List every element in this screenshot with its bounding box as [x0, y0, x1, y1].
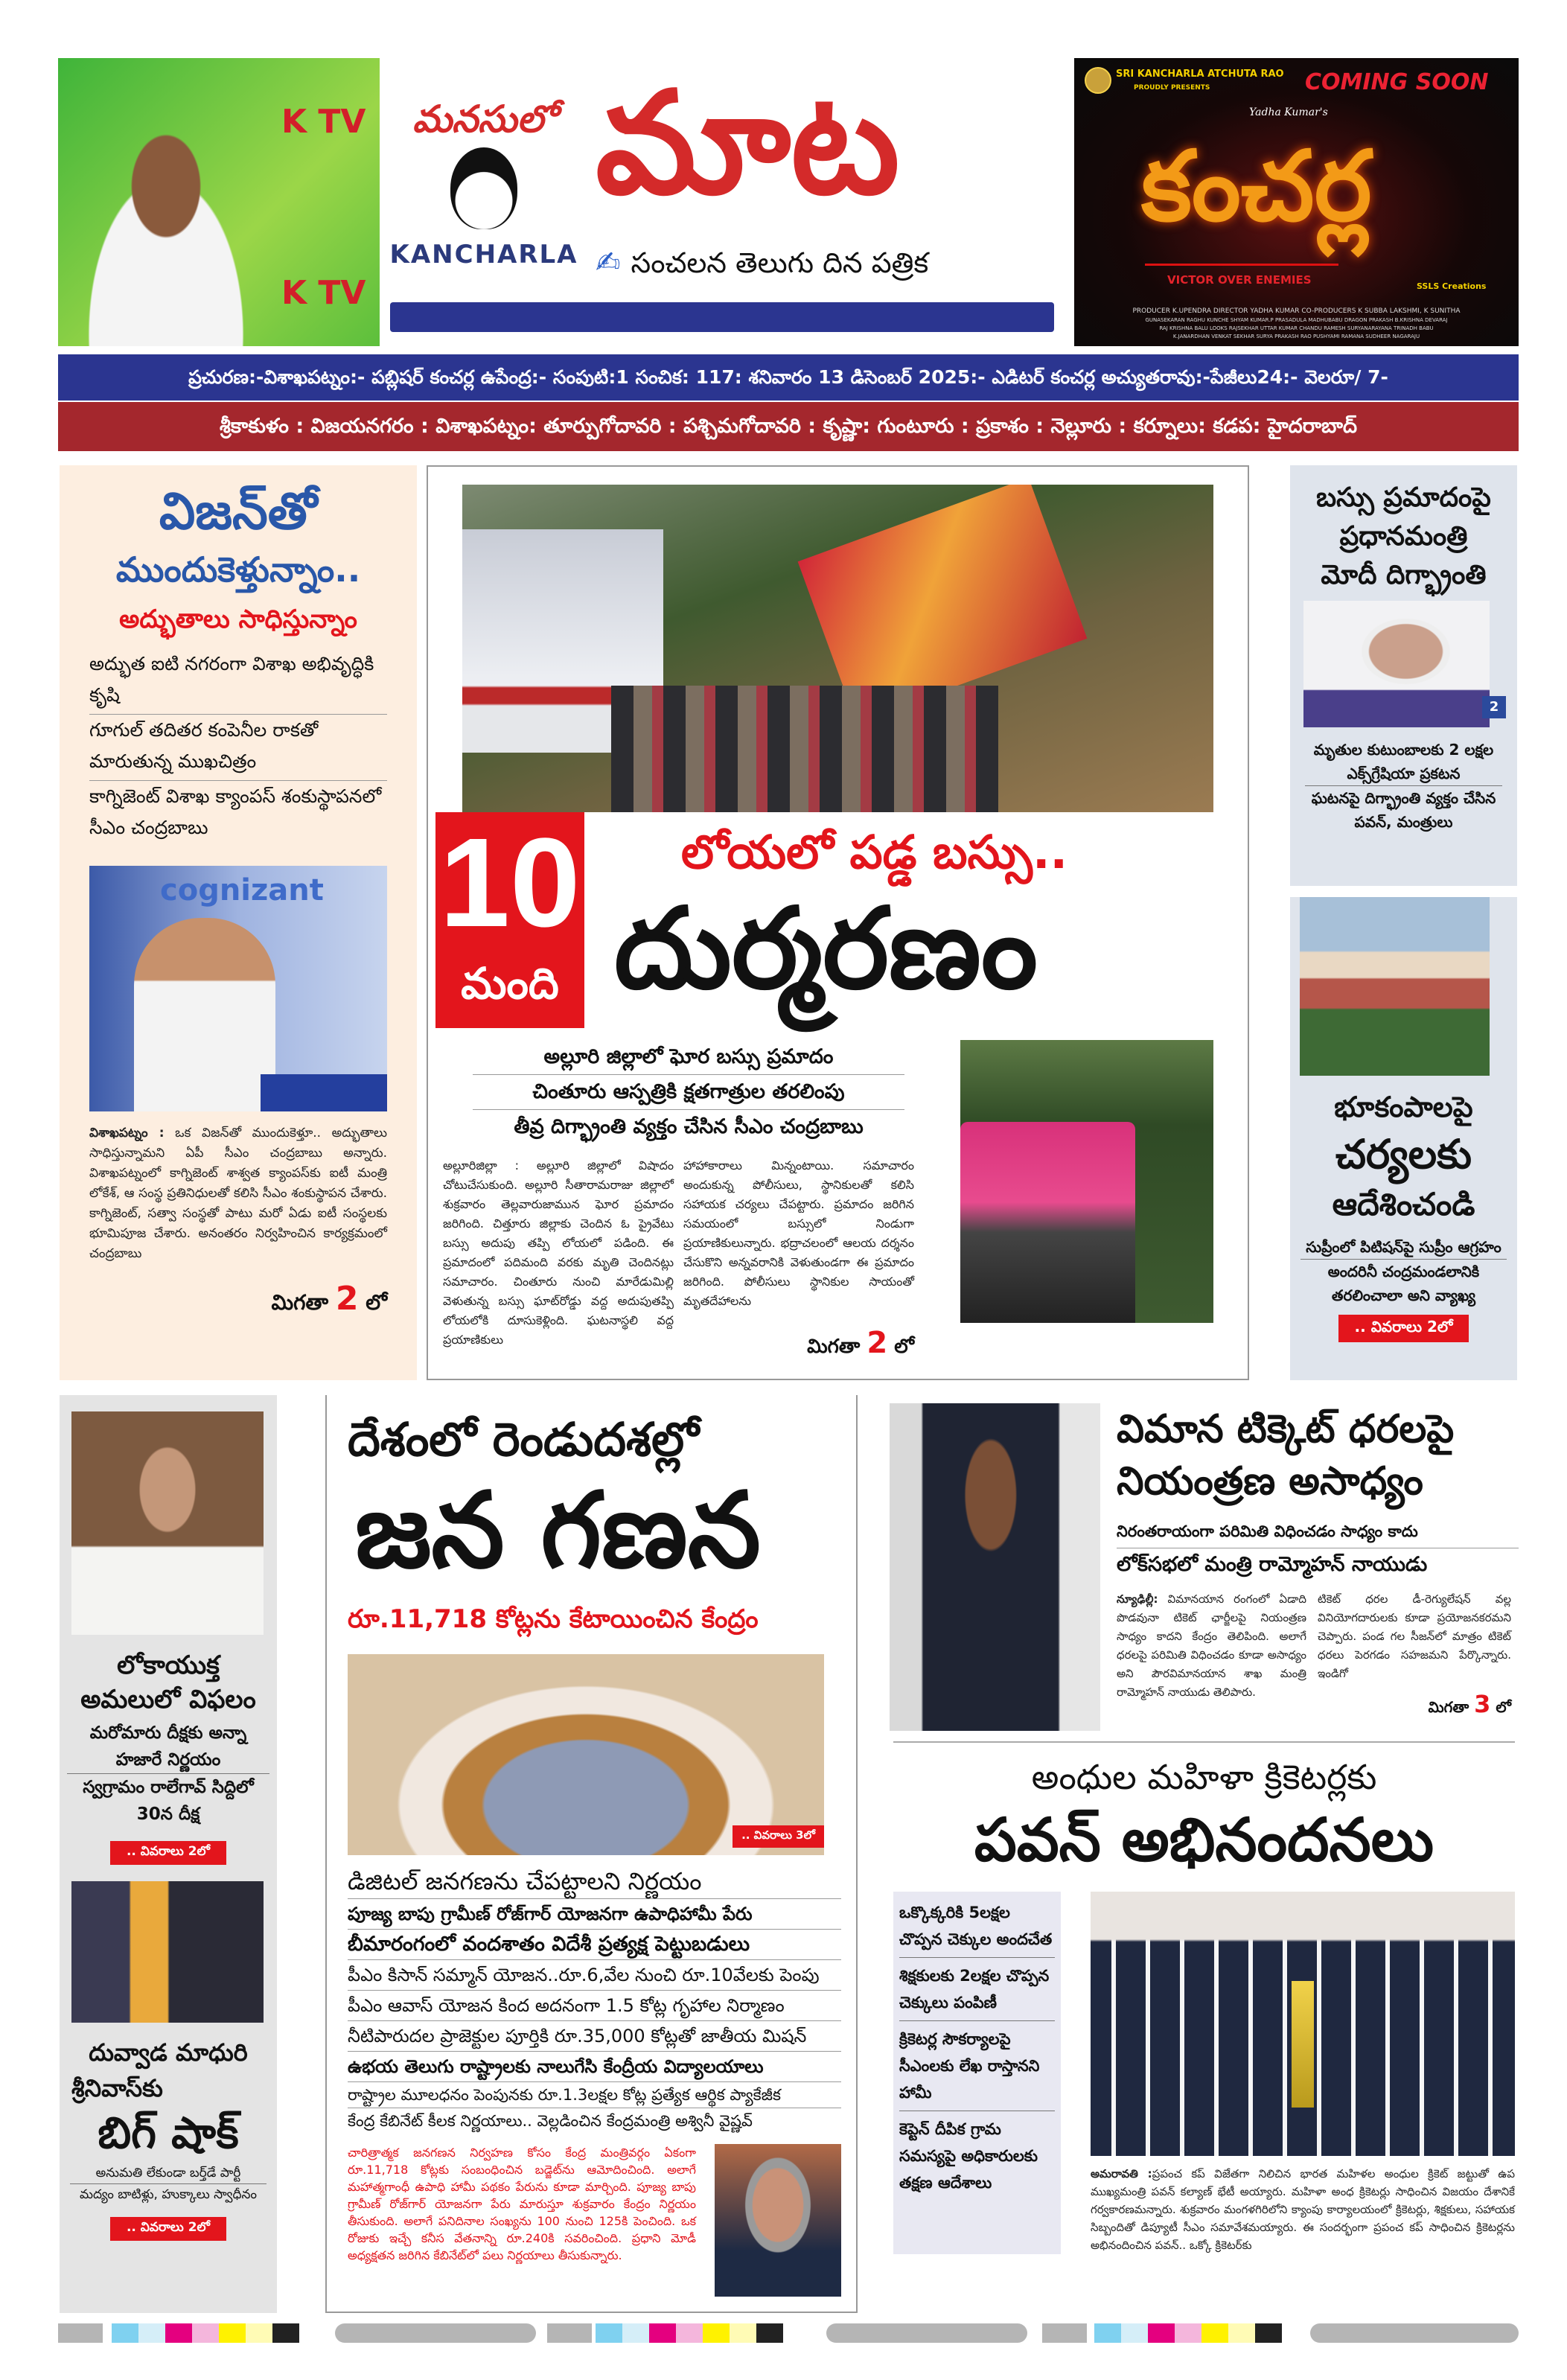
ad-banner: SSLS Creations	[1417, 281, 1487, 291]
vision-continued	[89, 1280, 387, 1321]
cricket-headline: పవన్ అభినందనలు	[974, 1805, 1434, 1875]
masthead	[387, 58, 1057, 346]
page-badge: 2	[1482, 696, 1506, 718]
census-point: పూజ్య బాపు గ్రామీణ్ రోజ్‌గార్ యోజనగా ఉపాధిహామీ పేరు	[348, 1899, 841, 1930]
duvvada-point: మద్యం బాటిళ్లు, హుక్కాలు స్వాధీనం	[79, 2187, 258, 2202]
cricket-team-photo	[1091, 1892, 1515, 2156]
airfare-body-col2: టికెట్ ధరల డీ-రెగ్యులేషన్ వల్ల వినియోగదారులకు కూడా ప్రయోజనకరమని చెప్పారు. పండ గల సీజన్‌లో మాత్రం టికెట్ ధరలు పెరగడం సహజమని పేర్కొన్నారు. ఇండిగో	[1318, 1592, 1511, 1680]
vision-headline-2: ముందుకెళ్తున్నాం..	[115, 549, 361, 590]
masthead-right	[581, 58, 1057, 296]
continued-suffix: లో	[1496, 1698, 1511, 1716]
modi-point: ఘటనపై దిగ్భ్రాంతి వ్యక్తం చేసిన పవన్, మంత్రులు	[1311, 789, 1496, 831]
reg-lightcyan	[138, 2323, 165, 2343]
airfare-body-text: విమానయాన రంగంలో ఏడాది పొడవునా టికెట్ ఛార్జీలపై నియంత్రణ సాధ్యం కాదని కేంద్రం తెలిపింది. అలాగే ధరలపై పరిమితి విధించడం కూడా అసాధ్యం అని పౌరవిమానయాన శాఖ మంత్రి రామ్మోహన్ నాయుడు తెలిపారు.	[1117, 1592, 1306, 1699]
header	[58, 58, 1519, 346]
details-link[interactable]: .. వివరాలు 2లో	[110, 2217, 226, 2241]
continued-suffix: లో	[366, 1290, 387, 1315]
masthead-tagline: మనసులో	[412, 98, 555, 141]
reg-pink	[1175, 2323, 1201, 2343]
cricket-point: కెప్టెన్ దీపిక గ్రామ సమస్యపై అధికారులకు తక్షణ ఆదేశాలు	[899, 2120, 1038, 2192]
census-kicker: దేశంలో రెండుదశల్లో	[348, 1412, 699, 1467]
lead-body-col2-wrap	[683, 1156, 914, 1364]
masthead-subtitle-row	[596, 244, 1057, 281]
airfare-body-col2-wrap	[1318, 1590, 1511, 1720]
hazare-headline	[60, 1648, 277, 1717]
duvvada-couple-photo	[71, 1881, 264, 2023]
anna-hazare-photo	[71, 1411, 264, 1635]
reg-lightyellow	[730, 2323, 756, 2343]
lead-headline-block	[584, 812, 1248, 1028]
row-top-stories	[58, 465, 1519, 1380]
supreme-point: అందరినీ చంద్రమండలానికి తరలించాలా అని వ్యాఖ్య	[1327, 1263, 1480, 1304]
census-point: పీఎం కిసాన్ సమ్మాన్ యోజన..రూ.6,వేల నుంచి రూ.10వేలకు పెంపు	[348, 1960, 841, 1991]
reg-cyan	[1094, 2323, 1121, 2343]
modi-point: మృతుల కుటుంబాలకు 2 లక్షల ఎక్స్‌గ్రేషియా ప్రకటన	[1305, 738, 1502, 786]
reg-gray	[1042, 2323, 1087, 2343]
airfare-headline-line: నియంత్రణ అసాధ్యం	[1117, 1459, 1423, 1504]
cricket-kicker: అంధుల మహిళా క్రికెటర్లకు	[1031, 1757, 1377, 1797]
duvvada-headline	[60, 2035, 277, 2160]
modi-headline-line: ప్రధానమంత్రి	[1339, 521, 1468, 552]
reg-yellow	[219, 2323, 246, 2343]
duvvada-headline-line: దువ్వాడ మాధురి	[89, 2038, 248, 2067]
ad-person-photo	[58, 118, 274, 346]
death-count: 10	[439, 812, 581, 954]
supreme-headline-line: భూకంపాలపై	[1334, 1091, 1473, 1123]
airfare-body	[1117, 1590, 1519, 1720]
modi-photo	[1303, 601, 1490, 727]
lead-kicker: లోయలో పడ్డ బస్సు..	[681, 825, 1068, 879]
speaker-figure	[134, 918, 275, 1111]
lead-story	[427, 465, 1249, 1380]
reg-pill	[1310, 2323, 1519, 2343]
airfare-body-col1	[1117, 1590, 1306, 1720]
supreme-point: సుప్రీంలో పిటిషన్‌పై సుప్రీం ఆగ్రహం	[1300, 1235, 1507, 1260]
lead-headline-row	[428, 812, 1248, 1028]
lead-body-row	[428, 1040, 1248, 1364]
lead-continued	[683, 1326, 914, 1364]
ad-presenter: SRI KANCHARLA ATCHUTA RAO	[1116, 68, 1284, 80]
modi-photo-wrap	[1303, 601, 1506, 727]
vision-point: కాగ్నిజెంట్ విశాఖ క్యాంపస్ శంకుస్థాపనలో సీఎం చంద్రబాబు	[89, 785, 382, 838]
masthead-title: మాట	[596, 61, 900, 226]
bus-photo-crowd	[611, 686, 998, 812]
airfare-deck: లోక్‌సభలో మంత్రి రామ్మోహన్ నాయుడు	[1117, 1553, 1428, 1576]
census-point: పీఎం ఆవాస్ యోజన కింద అదనంగా 1.5 కోట్ల గృహాల నిర్మాణం	[348, 1991, 841, 2021]
cricket-body	[1091, 2165, 1515, 2254]
info-bar: ప్రచురణ:-విశాఖపట్నం:- పబ్లిషర్ కంచర్ల ఉపేంద్ర:- సంపుటి:1 సంచిక: 117: శనివారం 13 డిసెంబర్ 2025:- ఎడిటర్ కంచర్ల అచ్యుతరావు:-పేజీలు24:- వెలరూ/ 7-	[58, 354, 1519, 401]
hazare-point: స్వగ్రామం రాలేగావ్ సిద్దిలో 30న దీక్ష	[83, 1778, 254, 1824]
ad-director-credit: Yadha Kumar's	[1249, 106, 1328, 118]
census-point: కేంద్ర కేబినేట్ కీలక నిర్ణయాలు.. వెల్లడించిన కేంద్రమంత్రి అశ్వినీ వైష్ణవ్	[348, 2112, 753, 2130]
reg-cyan	[112, 2323, 138, 2343]
lead-body-col2: హాహాకారాలు మిన్నంటాయి. సమాచారం అందుకున్న పోలీసులు, స్థానికులతో కలిసి సహాయక చర్యలు చేపట్టారు. ప్రమాదం జరిగిన సమయంలో బస్సులో నిండుగా ప్రయాణికులున్నారు. భద్రాచలంలో ఆలయ దర్శనం చేసుకొని అన్నవరానికి వెళుతుండగా ఈ ప్రమాదం జరిగింది. పోలీసులు స్థానికుల సాయంతో మృతదేహాలను	[683, 1158, 914, 1308]
census-points	[348, 1864, 841, 2134]
vision-point: గూగుల్ తదితర కంపెనీల రాకతో మారుతున్న ముఖచిత్రం	[89, 715, 387, 781]
details-link[interactable]: .. వివరాలు 2లో	[110, 1841, 226, 1865]
bus-accident-photo	[462, 485, 1213, 812]
masthead-subtitle: సంచలన తెలుగు దిన పత్రిక	[631, 246, 929, 279]
lead-deck: చింతూరు ఆస్పత్రికి క్షతగాత్రుల తరలింపు	[473, 1075, 904, 1110]
lead-body-columns	[443, 1156, 934, 1364]
reg-pink	[192, 2323, 219, 2343]
modi-headline-line: మోదీ దిగ్భ్రాంతి	[1321, 560, 1487, 590]
details-link[interactable]: .. వివరాలు 3లో	[733, 1825, 824, 1848]
airfare-headline	[1117, 1403, 1519, 1508]
lead-decks	[473, 1040, 904, 1144]
reg-lightyellow	[246, 2323, 272, 2343]
airfare-text	[1117, 1403, 1519, 1731]
census-point: బీమారంగంలో వందశాతం విదేశీ ప్రత్యక్ష పెట్టుబడులు	[348, 1930, 841, 1960]
lead-deck: తీవ్ర దిగ్భ్రాంతి వ్యక్తం చేసిన సీఎం చంద్రబాబు	[514, 1115, 864, 1138]
hazare-headline-line: లోకాయుక్త	[117, 1650, 220, 1680]
continued-page: 2	[335, 1280, 359, 1318]
ktv-news-logo: K TV	[281, 274, 366, 312]
pen-icon: ✍	[596, 246, 621, 280]
ad-credits-line: K.JANARDHAN VENKAT SEKHAR SURYA PRAKASH RAO PUSHYAMI RAMANA SUDHEER NAGARAJU	[1172, 334, 1420, 339]
reg-lightcyan	[1121, 2323, 1148, 2343]
bus-front	[960, 1122, 1135, 1323]
reg-gray	[547, 2323, 592, 2343]
cricket-sidebar	[893, 1892, 1061, 2254]
divider	[893, 1741, 1515, 1743]
duvvada-headline-line: శ్రీనివాస్‌కు	[71, 2074, 163, 2102]
reg-lightyellow	[1228, 2323, 1255, 2343]
masthead-blue-rule	[390, 302, 1054, 332]
ktv-logo: K TV	[281, 103, 366, 141]
vision-body-text: ఒక విజన్‌తో ముందుకెళ్తూ.. అద్భుతాలు సాధిస్తున్నామని ఏపీ సీఎం చంద్రబాబు అన్నారు. విశాఖపట్నంలో కాగ్నిజెంట్ శాశ్వత క్యాంపస్‌కు ఐటీ మంత్రి లోకేశ్, ఆ సంస్థ ప్రతినిధులతో కలిసి సీఎం శంకుస్థాపన చేశారు. కాగ్నిజెంట్, సత్వా సంస్థతో పాటు మరో ఏడు ఐటీ సంస్థలకు భూమిపూజ చేశారు. అనంతరం నిర్వహించిన కార్యక్రమంలో చంద్రబాబు	[89, 1126, 387, 1261]
modi-headline	[1290, 479, 1517, 595]
reg-pink	[676, 2323, 703, 2343]
supreme-court-story	[1290, 897, 1517, 1380]
airfare-deck: నిరంతరాయంగా పరిమితి విధించడం సాధ్యం కాదు	[1117, 1515, 1519, 1548]
census-point: ఉభయ తెలుగు రాష్ట్రాలకు నాలుగేసి కేంద్రీయ విద్యాలయాలు	[348, 2052, 841, 2082]
vision-points	[89, 648, 387, 843]
reg-pill	[335, 2323, 536, 2343]
presenter-avatar	[1085, 67, 1111, 94]
cabinet-meeting-photo	[348, 1654, 824, 1855]
duvvada-point: అనుమతి లేకుండా బర్త్‌డే పార్టీ	[70, 2163, 267, 2184]
reg-magenta	[649, 2323, 676, 2343]
supreme-headline	[1290, 1086, 1517, 1228]
cricket-body-text: ప్రపంచ కప్ విజేతగా నిలిచిన భారత మహిళల అంధుల క్రికెట్ జట్టుతో ఉప ముఖ్యమంత్రి పవన్ కల్యాణ్ భేటీ అయ్యారు. మహిళా అంధ క్రికెటర్లు సాధించిన విజయం దేశానికే గర్వకారణమన్నారు. శుక్రవారం మంగళగిరిలోని క్యాంపు కార్యాలయంలో క్రికెటర్లు, శిక్షకులు, సహాయక సిబ్బందితో డిప్యూటీ సీఎం సమావేశమయ్యారు. ఈ సందర్భంగా ప్రపంచ కప్ సాధించిన క్రికెటర్లను అభినందించిన పవన్.. ఒక్కో క్రికెటర్‌కు	[1091, 2167, 1515, 2252]
cricket-story	[890, 1892, 1519, 2254]
census-bottom	[348, 2144, 841, 2297]
reg-gray	[58, 2323, 103, 2343]
editions-bar: శ్రీకాకుళం : విజయనగరం : విశాఖపట్నం: తూర్పుగోదావరి : పశ్చిమగోదావరి : కృష్ణా: గుంటూరు : ప్రకాశం : నెల్లూరు : కర్నూలు: కడప: హైదరాబాద్	[58, 402, 1519, 451]
vision-dateline: విశాఖపట్నం :	[89, 1126, 165, 1140]
details-link[interactable]: .. వివరాలు 2లో	[1338, 1315, 1469, 1342]
ktv-ad	[58, 58, 380, 346]
cricket-point: క్రికెటర్ల సౌకర్యాలపై సీఎంలకు లేఖ రాస్తానని హామీ	[899, 2021, 1055, 2111]
ad-credits-line: PRODUCER K.UPENDRA DIRECTOR YADHA KUMAR CO-PRODUCERS K SUBBA LAKSHMI, K SUNITHA	[1132, 307, 1461, 315]
modi-story	[1290, 465, 1517, 886]
photo-backdrop-text: cognizant	[160, 873, 324, 907]
reg-lightcyan	[622, 2323, 649, 2343]
reg-cyan	[596, 2323, 622, 2343]
census-point: డిజిటల్ జనగణను చేపట్టాలని నిర్ణయం	[348, 1864, 841, 1899]
reg-black	[1255, 2323, 1282, 2343]
vision-body	[89, 1123, 387, 1264]
continued-label: మిగతా	[1428, 1698, 1469, 1716]
reg-magenta	[1148, 2323, 1175, 2343]
masthead-top	[387, 58, 1057, 296]
duvvada-points	[70, 2163, 267, 2205]
ram-mohan-photo	[890, 1403, 1100, 1731]
continued-label: మిగతా	[271, 1290, 329, 1315]
ad-movie-title: కంచర్ల	[1141, 130, 1372, 243]
trophy-icon	[1292, 1981, 1314, 2108]
modi-headline-line: బస్సు ప్రమాదంపై	[1316, 482, 1491, 513]
modi-points	[1305, 738, 1502, 834]
census-body: చారిత్రాత్మక జనగణన నిర్వహణ కోసం కేంద్ర మంత్రివర్గం ఏకంగా రూ.11,718 కోట్లకు సంబంధించిన బడ్జెట్‌ను ఆమోదించింది. అలాగే మహాత్మగాంధీ ఉపాధి హామీ పథకం పేరును కూడా మార్చింది. పూజ్య బాపు గ్రామీణ్ రోజ్‌గార్ యోజనగా పేరు మారుస్తూ శుక్రవారం కేంద్రం నిర్ణయం తీసుకుంది. అలాగే పనిదినాల సంఖ్యను 100 నుంచి 125కి పెంచింది. ఒక రోజుకు ఇచ్చే కనీస వేతనాన్ని రూ.240కి సవరించింది. ప్రధాని మోడీ అధ్యక్షతన జరిగిన కేబినేట్‌లో పలు నిర్ణయాలు తీసుకున్నారు.	[348, 2145, 696, 2262]
cricket-point: శిక్షకులకు 2లక్షల చొప్పన చెక్కులు పంపిణీ	[899, 1958, 1055, 2021]
chandrababu-photo	[89, 866, 387, 1111]
masthead-brand: KANCHARLA	[389, 240, 578, 269]
masthead-left	[387, 58, 581, 296]
reg-magenta	[165, 2323, 192, 2343]
lead-text-column	[428, 1040, 934, 1364]
airfare-story	[890, 1403, 1519, 1731]
continued-label: మిగతా	[807, 1336, 861, 1358]
reg-black	[272, 2323, 299, 2343]
ad-tagline: VICTOR OVER ENEMIES	[1167, 273, 1312, 287]
census-story	[325, 1395, 858, 2313]
left-sidebar	[60, 1395, 277, 2313]
vision-subhead: అద్భుతాలు సాధిస్తున్నాం	[119, 604, 357, 634]
ad-presents: PROUDLY PRESENTS	[1134, 84, 1210, 92]
continued-page: 3	[1474, 1690, 1491, 1718]
ad-rule	[1145, 264, 1338, 266]
continued-suffix: లో	[894, 1336, 914, 1358]
census-point: రాష్ట్రాల మూలధనం పెంపునకు రూ.1.3లక్షల కోట్ల ప్రత్యేక ఆర్థిక ప్యాకేజీక	[348, 2082, 841, 2108]
movie-ad	[1074, 58, 1519, 346]
reg-yellow	[703, 2323, 730, 2343]
cricket-main	[1091, 1892, 1515, 2254]
airfare-headline-line: విమాన టిక్కెట్ ధరలపై	[1117, 1407, 1455, 1452]
supreme-headline-line: చర్యలకు	[1335, 1131, 1472, 1178]
print-registration-bar	[0, 2323, 1567, 2343]
supreme-court-photo	[1300, 897, 1490, 1076]
death-count-label: మంది	[461, 958, 559, 1009]
ad-coming-soon: COMING SOON	[1305, 69, 1489, 95]
reg-black	[756, 2323, 783, 2343]
hazare-points	[67, 1720, 269, 1828]
podium	[261, 1074, 387, 1111]
vision-point: అద్భుత ఐటి నగరంగా విశాఖ అభివృద్ధికి కృషి	[89, 648, 387, 715]
cricket-point: ఒక్కొక్కరికి 5లక్షల చొప్పన చెక్కుల అందచేత	[899, 1899, 1055, 1958]
airfare-dateline: న్యూఢిల్లీ:	[1117, 1592, 1158, 1606]
duvvada-headline-line: బిగ్ షాక్	[98, 2108, 239, 2158]
reg-pill	[826, 2323, 1027, 2343]
crashed-bus-photo	[960, 1040, 1213, 1323]
census-headline: జన గణన	[355, 1470, 761, 1592]
mascot-face-icon	[450, 147, 517, 229]
hazare-headline-line: అమలులో విఫలం	[80, 1685, 256, 1714]
lead-body-col1: అల్లూరిజిల్లా : అల్లూరి జిల్లాలో విషాదం చోటుచేసుకుంది. అల్లూరి సీతారామరాజు జిల్లాలో శుక్రవారం తెల్లవారుజామున ఘోర ప్రమాదం జరిగింది. చిత్తూరు జిల్లాకు చెందిన ఓ ప్రైవేటు బస్సు అదుపు తప్పి లోయలో పడింది. ఈ ప్రమాదంలో పదిమంది వరకు మృతి చెందినట్లు సమాచారం. చింతూరు నుంచి మారేడుమిల్లి వెళుతున్న బస్సు ఘాట్‌రోడ్డు వద్ద అదుపుతప్పి లోయలోకి దూసుకెళ్లింది. ఘటనాస్థలి వద్ద ప్రయాణికులు	[443, 1158, 674, 1347]
census-point: నీటిపారుదల ప్రాజెక్టుల పూర్తికి రూ.35,000 కోట్లతో జాతీయ మిషన్	[348, 2021, 841, 2052]
hazare-point: మరోమారు దీక్షకు అన్నా హజారే నిర్ణయం	[67, 1720, 269, 1774]
supreme-headline-line: ఆదేశించండి	[1332, 1186, 1475, 1222]
death-count-box	[435, 812, 584, 1028]
lead-deck: అల్లూరి జిల్లాలో ఘోర బస్సు ప్రమాదం	[473, 1040, 904, 1075]
airfare-continued	[1318, 1691, 1511, 1720]
right-bottom-column	[890, 1395, 1519, 2313]
census-subhead: రూ.11,718 కోట్లను కేటాయించిన కేంద్రం	[348, 1604, 759, 1634]
vision-headline: విజన్‌తో	[159, 482, 318, 541]
ad-credits	[1074, 307, 1519, 341]
right-column	[1290, 465, 1517, 1380]
ashwini-vaishnaw-photo	[715, 2144, 841, 2297]
continued-page: 2	[867, 1326, 888, 1360]
lead-headline: దుర్మరణం	[614, 884, 1038, 1014]
row-bottom-stories	[58, 1395, 1519, 2313]
newspaper-page	[58, 58, 1519, 2358]
vision-story	[60, 465, 417, 1380]
airfare-decks	[1117, 1515, 1519, 1581]
ad-credits-line: RAJ KRISHNA BALU LOOKS RAJSEKHAR UTTAR KUMAR CHANDU RAMESH SURYANARAYANA TRINADH BABU	[1159, 325, 1434, 331]
ad-credits-line: GUNASEKARAN RAGHU KUNCHE SHYAM KUMAR.P PRASADULA MADHUBABU DRAGON PRAKASH B.KRISHNA DEVARAJ	[1145, 317, 1448, 323]
reg-yellow	[1201, 2323, 1228, 2343]
cricket-dateline: అమరావతి :	[1091, 2167, 1152, 2180]
supreme-points	[1300, 1235, 1507, 1307]
